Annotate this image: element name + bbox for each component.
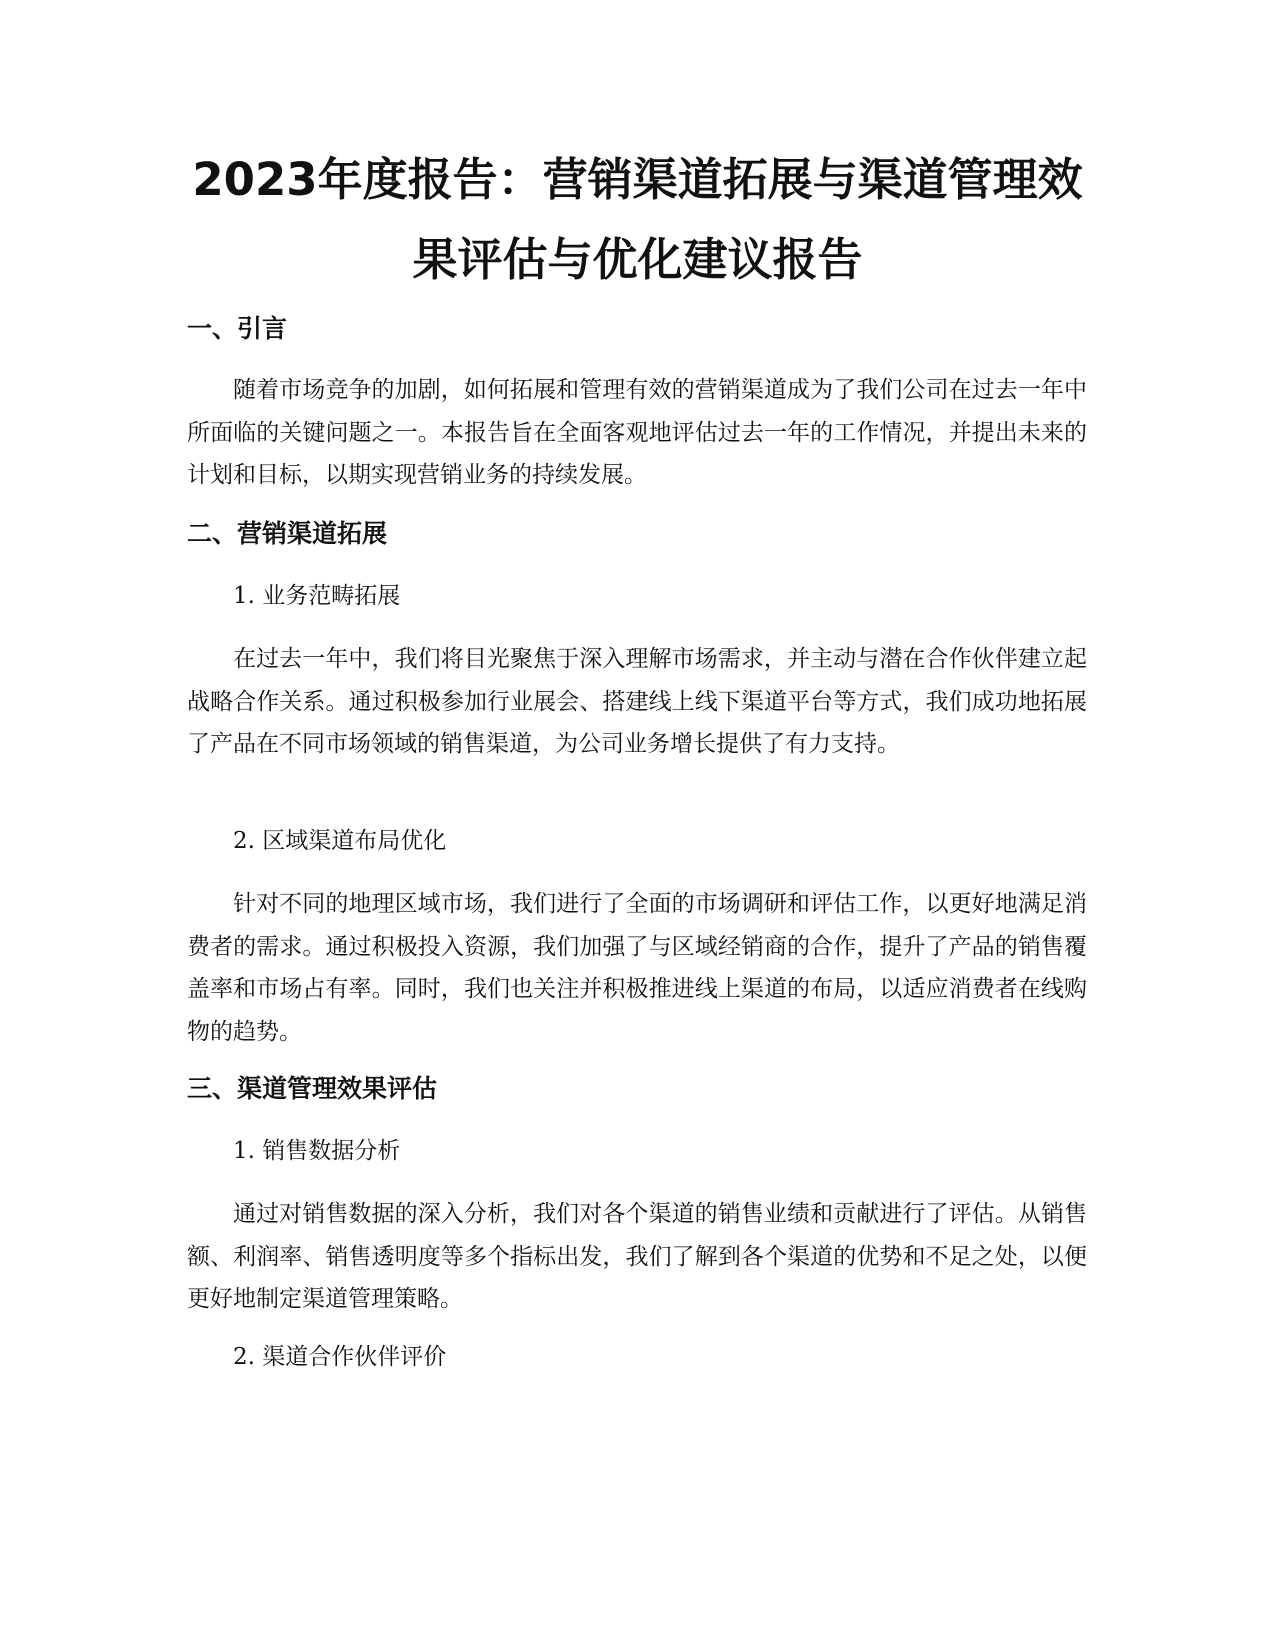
document-title bbox=[150, 140, 1125, 300]
sales-data-paragraph: 通过对销售数据的深入分析，我们对各个渠道的销售业绩和贡献进行了评估。从销售额、利润率、销售透明度等多个指标出发，我们了解到各个渠道的优势和不足之处，以便更好地制定渠道管理策略。 bbox=[187, 1201, 1087, 1312]
subsection-label-partner-evaluation: 2. 渠道合作伙伴评价 bbox=[233, 1344, 447, 1370]
section-heading-intro: 一、引言 bbox=[187, 314, 288, 343]
regional-layout-paragraph: 针对不同的地理区域市场，我们进行了全面的市场调研和评估工作，以更好地满足消费者的需求。通过积极投入资源，我们加强了与区域经销商的合作，提升了产品的销售覆盖率和市场占有率。同时，我们也关注并积极推进线上渠道的布局，以适应消费者在线购物的趋势。 bbox=[187, 891, 1087, 1045]
section-heading-channel-expansion: 二、营销渠道拓展 bbox=[187, 519, 388, 548]
section-heading-channel-evaluation: 三、渠道管理效果评估 bbox=[187, 1074, 438, 1103]
business-scope-paragraph: 在过去一年中，我们将目光聚焦于深入理解市场需求，并主动与潜在合作伙伴建立起战略合作关系。通过积极参加行业展会、搭建线上线下渠道平台等方式，我们成功地拓展了产品在不同市场领域的销售渠道，为公司业务增长提供了有力支持。 bbox=[187, 646, 1087, 757]
intro-paragraph: 随着市场竞争的加剧，如何拓展和管理有效的营销渠道成为了我们公司在过去一年中所面临的关键问题之一。本报告旨在全面客观地评估过去一年的工作情况，并提出未来的计划和目标，以期实现营销业务的持续发展。 bbox=[187, 377, 1087, 488]
subsection-label-regional-layout: 2. 区域渠道布局优化 bbox=[233, 828, 447, 854]
subsection-label-business-scope: 1. 业务范畴拓展 bbox=[233, 583, 401, 609]
title-line-2: 果评估与优化建议报告 bbox=[412, 233, 863, 286]
subsection-label-sales-data: 1. 销售数据分析 bbox=[233, 1138, 401, 1164]
title-line-1: 2023年度报告：营销渠道拓展与渠道管理效 bbox=[192, 153, 1083, 206]
